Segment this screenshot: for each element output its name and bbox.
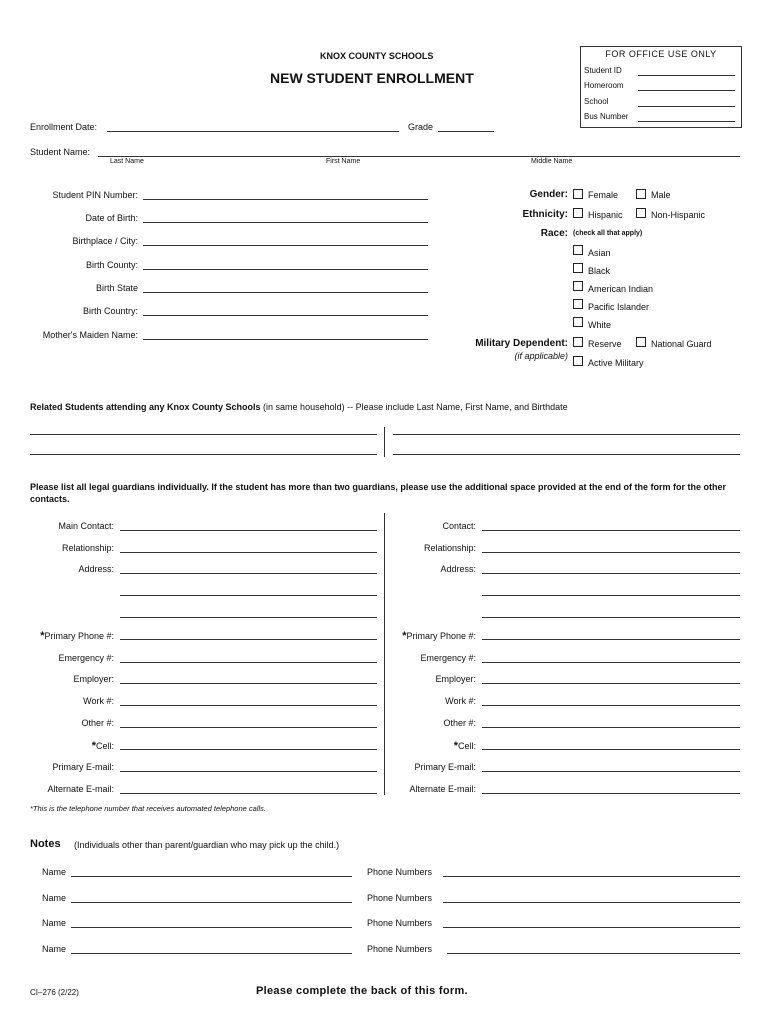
left-cell-text: Cell: bbox=[95, 741, 114, 751]
middle-name-caption: Middle Name bbox=[531, 158, 573, 165]
office-homeroom-field[interactable] bbox=[638, 90, 735, 91]
notes-phone-label-2: Phone Numbers bbox=[367, 893, 433, 903]
left-relationship-label: Relationship: bbox=[61, 543, 114, 553]
right-cell-star: * bbox=[453, 740, 458, 752]
left-employer-label: Employer: bbox=[73, 674, 114, 684]
active-military-label: Active Military bbox=[588, 358, 644, 368]
gender-label: Gender: bbox=[529, 189, 568, 200]
right-cell-field[interactable] bbox=[482, 749, 740, 750]
asian-label: Asian bbox=[588, 248, 611, 258]
office-bus-label: Bus Number bbox=[584, 112, 629, 121]
enrollment-date-label: Enrollment Date: bbox=[30, 122, 98, 132]
female-label: Female bbox=[588, 190, 619, 200]
right-employer-field[interactable] bbox=[482, 683, 740, 684]
right-primary-phone-label bbox=[380, 630, 476, 642]
main-contact-field[interactable] bbox=[120, 530, 377, 531]
left-relationship-field[interactable] bbox=[120, 552, 377, 553]
right-address-field-2[interactable] bbox=[482, 595, 740, 596]
left-primary-phone-label bbox=[20, 630, 114, 642]
notes-name-field-4[interactable] bbox=[71, 953, 352, 954]
right-relationship-label: Relationship: bbox=[423, 543, 476, 553]
related-student-field-2[interactable] bbox=[393, 434, 740, 435]
related-students-bold: Related Students attending any Knox County Schools bbox=[30, 402, 261, 412]
right-cell-text: Cell: bbox=[457, 741, 476, 751]
military-note: (if applicable) bbox=[514, 351, 568, 361]
left-other-field[interactable] bbox=[120, 727, 377, 728]
notes-name-label-2: Name bbox=[42, 893, 67, 903]
asian-checkbox[interactable] bbox=[573, 245, 583, 255]
active-military-checkbox[interactable] bbox=[573, 356, 583, 366]
race-note: (check all that apply) bbox=[573, 230, 643, 237]
non-hispanic-label: Non-Hispanic bbox=[651, 210, 706, 220]
pin-field[interactable] bbox=[143, 199, 428, 200]
left-email-label: Primary E-mail: bbox=[52, 762, 114, 772]
right-address-field-1[interactable] bbox=[482, 573, 740, 574]
office-bus-field[interactable] bbox=[638, 121, 735, 122]
birthplace-label: Birthplace / City: bbox=[72, 236, 138, 246]
notes-phone-label-4: Phone Numbers bbox=[367, 944, 433, 954]
notes-phone-field-3[interactable] bbox=[443, 927, 740, 928]
related-student-field-3[interactable] bbox=[30, 454, 377, 455]
left-primary-phone-field[interactable] bbox=[120, 639, 377, 640]
maiden-name-field[interactable] bbox=[143, 339, 428, 340]
last-name-caption: Last Name bbox=[110, 158, 144, 165]
office-heading: FOR OFFICE USE ONLY bbox=[605, 49, 717, 59]
notes-phone-label-3: Phone Numbers bbox=[367, 918, 433, 928]
right-contact-label: Contact: bbox=[442, 521, 476, 531]
left-address-field-2[interactable] bbox=[120, 595, 377, 596]
right-employer-label: Employer: bbox=[435, 674, 476, 684]
right-alt-email-label: Alternate E-mail: bbox=[409, 784, 476, 794]
related-divider bbox=[384, 427, 385, 457]
enrollment-date-field[interactable] bbox=[107, 131, 399, 132]
right-emergency-field[interactable] bbox=[482, 662, 740, 663]
black-checkbox[interactable] bbox=[573, 263, 583, 273]
maiden-name-label: Mother's Maiden Name: bbox=[42, 330, 138, 340]
american-indian-checkbox[interactable] bbox=[573, 281, 583, 291]
birthplace-field[interactable] bbox=[143, 245, 428, 246]
notes-title: Notes bbox=[30, 838, 61, 850]
birth-state-field[interactable] bbox=[143, 292, 428, 293]
phone-footnote: *This is the telephone number that receives automated telephone calls. bbox=[30, 804, 266, 813]
race-label: Race: bbox=[540, 228, 568, 239]
non-hispanic-checkbox[interactable] bbox=[636, 208, 646, 218]
right-other-label: Other #: bbox=[443, 718, 476, 728]
office-student-id-field[interactable] bbox=[638, 75, 735, 76]
form-title: NEW STUDENT ENROLLMENT bbox=[270, 70, 474, 86]
first-name-caption: First Name bbox=[326, 158, 361, 165]
office-use-box bbox=[580, 46, 742, 128]
left-cell-field[interactable] bbox=[120, 749, 377, 750]
left-emergency-field[interactable] bbox=[120, 662, 377, 663]
left-work-field[interactable] bbox=[120, 705, 377, 706]
black-label: Black bbox=[588, 266, 611, 276]
notes-name-field-2[interactable] bbox=[71, 902, 352, 903]
birth-country-field[interactable] bbox=[143, 315, 428, 316]
male-label: Male bbox=[651, 190, 671, 200]
left-address-label: Address: bbox=[78, 564, 114, 574]
related-student-field-4[interactable] bbox=[393, 454, 740, 455]
left-work-label: Work #: bbox=[83, 696, 114, 706]
right-other-field[interactable] bbox=[482, 727, 740, 728]
office-student-id-label: Student ID bbox=[584, 66, 622, 75]
american-indian-label: American Indian bbox=[588, 284, 654, 294]
related-students-rest: (in same household) -- Please include Last Name, First Name, and Birthdate bbox=[263, 402, 568, 412]
pacific-islander-label: Pacific Islander bbox=[588, 302, 650, 312]
right-primary-phone-star: * bbox=[402, 630, 407, 642]
right-address-field-3[interactable] bbox=[482, 617, 740, 618]
pacific-islander-checkbox[interactable] bbox=[573, 299, 583, 309]
notes-phone-field-2[interactable] bbox=[443, 902, 740, 903]
right-emergency-label: Emergency #: bbox=[420, 653, 476, 663]
notes-name-label-3: Name bbox=[42, 918, 67, 928]
notes-phone-field-1[interactable] bbox=[443, 876, 740, 877]
pin-label: Student PIN Number: bbox=[52, 190, 138, 200]
right-address-label: Address: bbox=[440, 564, 476, 574]
student-name-label: Student Name: bbox=[30, 147, 91, 157]
back-of-form-note: Please complete the back of this form. bbox=[256, 985, 468, 997]
right-relationship-field[interactable] bbox=[482, 552, 740, 553]
left-primary-phone-text: Primary Phone #: bbox=[44, 631, 114, 641]
birth-country-label: Birth Country: bbox=[82, 306, 138, 316]
left-cell-label bbox=[20, 740, 114, 752]
dob-label: Date of Birth: bbox=[85, 213, 138, 223]
white-checkbox[interactable] bbox=[573, 317, 583, 327]
left-address-field-1[interactable] bbox=[120, 573, 377, 574]
left-email-field[interactable] bbox=[120, 771, 377, 772]
notes-phone-field-4[interactable] bbox=[447, 953, 740, 954]
student-name-field[interactable] bbox=[98, 156, 740, 157]
right-work-field[interactable] bbox=[482, 705, 740, 706]
dob-field[interactable] bbox=[143, 222, 428, 223]
national-guard-checkbox[interactable] bbox=[636, 337, 646, 347]
birth-state-label: Birth State bbox=[95, 283, 138, 293]
national-guard-label: National Guard bbox=[651, 339, 712, 349]
office-homeroom-label: Homeroom bbox=[584, 81, 624, 90]
left-address-field-3[interactable] bbox=[120, 617, 377, 618]
notes-phone-label-1: Phone Numbers bbox=[367, 867, 433, 877]
right-alt-email-field[interactable] bbox=[482, 793, 740, 794]
right-primary-phone-field[interactable] bbox=[482, 639, 740, 640]
right-contact-field[interactable] bbox=[482, 530, 740, 531]
related-student-field-1[interactable] bbox=[30, 434, 377, 435]
form-code: CI–276 (2/22) bbox=[30, 988, 79, 997]
district-name: KNOX COUNTY SCHOOLS bbox=[320, 51, 434, 61]
left-alt-email-field[interactable] bbox=[120, 793, 377, 794]
hispanic-label: Hispanic bbox=[588, 210, 623, 220]
right-work-label: Work #: bbox=[445, 696, 476, 706]
grade-label: Grade bbox=[408, 122, 434, 132]
right-cell-label bbox=[380, 740, 476, 752]
reserve-label: Reserve bbox=[588, 339, 622, 349]
notes-name-label-4: Name bbox=[42, 944, 67, 954]
female-checkbox[interactable] bbox=[573, 189, 583, 199]
left-other-label: Other #: bbox=[81, 718, 114, 728]
office-school-label: School bbox=[584, 97, 609, 106]
reserve-checkbox[interactable] bbox=[573, 337, 583, 347]
left-emergency-label: Emergency #: bbox=[58, 653, 114, 663]
ethnicity-label: Ethnicity: bbox=[522, 209, 568, 220]
left-alt-email-label: Alternate E-mail: bbox=[47, 784, 114, 794]
left-cell-star: * bbox=[91, 740, 96, 752]
right-email-label: Primary E-mail: bbox=[414, 762, 476, 772]
notes-name-field-3[interactable] bbox=[71, 927, 352, 928]
left-employer-field[interactable] bbox=[120, 683, 377, 684]
left-primary-phone-star: * bbox=[40, 630, 45, 642]
notes-name-label-1: Name bbox=[42, 867, 67, 877]
birth-county-field[interactable] bbox=[143, 269, 428, 270]
notes-subtitle: (Individuals other than parent/guardian who may pick up the child.) bbox=[74, 840, 340, 850]
hispanic-checkbox[interactable] bbox=[573, 208, 583, 218]
grade-field[interactable] bbox=[438, 131, 494, 132]
related-students-heading bbox=[30, 402, 568, 412]
right-email-field[interactable] bbox=[482, 771, 740, 772]
office-school-field[interactable] bbox=[638, 106, 735, 107]
military-label: Military Dependent: bbox=[475, 338, 568, 349]
male-checkbox[interactable] bbox=[636, 189, 646, 199]
notes-name-field-1[interactable] bbox=[71, 876, 352, 877]
guardian-instructions: Please list all legal guardians individually. If the student has more than two guardians, please use the additional space provided at the end of the form for the other contacts. bbox=[30, 482, 726, 504]
white-label: White bbox=[588, 320, 612, 330]
main-contact-label: Main Contact: bbox=[58, 521, 114, 531]
right-primary-phone-text: Primary Phone #: bbox=[406, 631, 476, 641]
birth-county-label: Birth County: bbox=[85, 260, 138, 270]
